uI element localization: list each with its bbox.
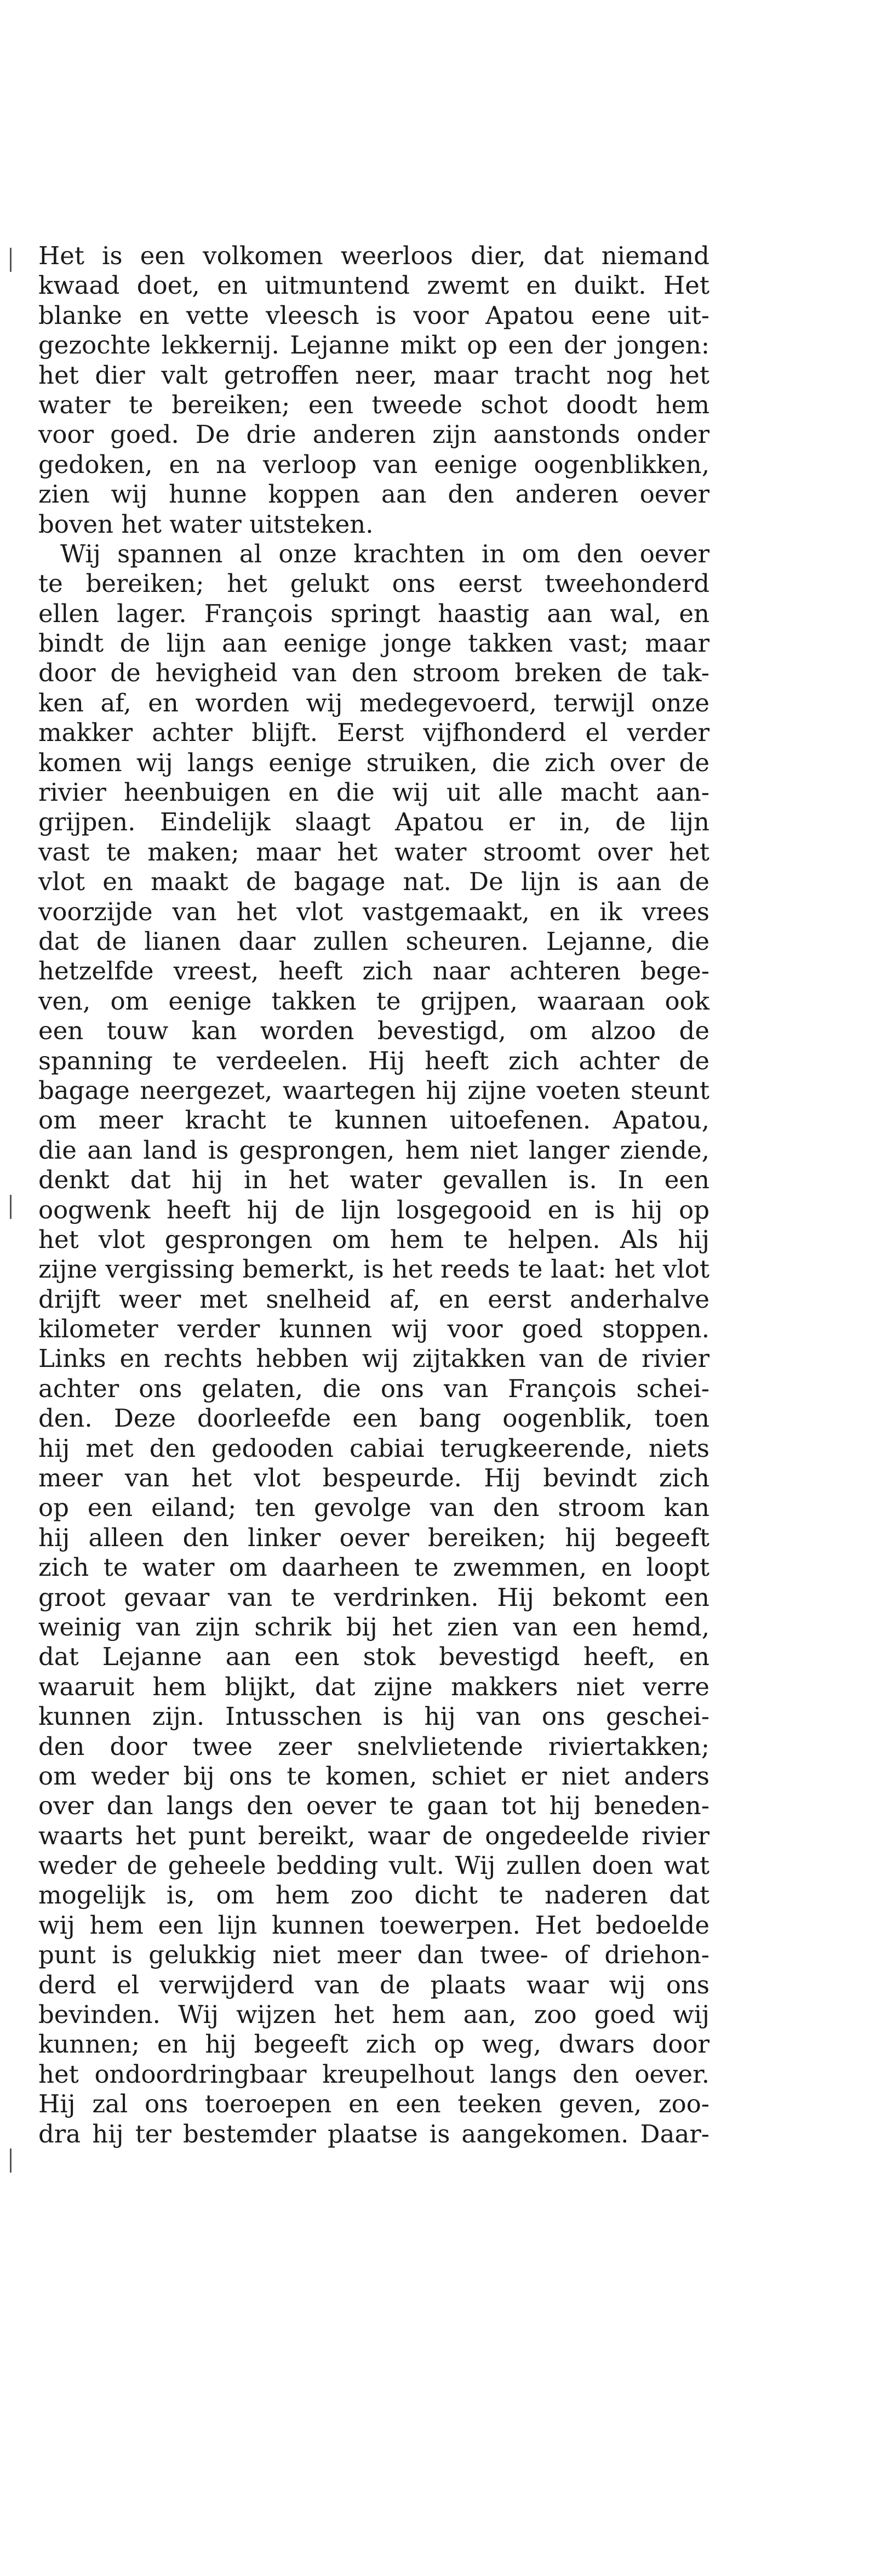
text-line: punt is gelukkig niet meer dan twee- of driehon- (38, 1940, 709, 1970)
text-line: dat de lianen daar zullen scheuren. Lejanne, die (38, 926, 709, 956)
text-line: het dier valt getroffen neer, maar tracht nog het (38, 360, 709, 390)
text-line: hij alleen den linker oever bereiken; hij begeeft (38, 1523, 709, 1552)
text-line: Wij spannen al onze krachten in om den oever (60, 539, 709, 568)
text-line: blanke en vette vleesch is voor Apatou eene uit- (38, 300, 709, 330)
text-line: het vlot gesprongen om hem te helpen. Als hij (38, 1224, 709, 1254)
text-line: Links en rechts hebben wij zijtakken van de rivier (38, 1344, 709, 1374)
text-line: achter ons gelaten, die ons van François schei- (38, 1374, 709, 1403)
text-line: oogwenk heeft hij de lijn losgegooid en is hij op (38, 1195, 709, 1224)
text-line: boven het water uitsteken. (38, 509, 374, 539)
text-line: rivier heenbuigen en die wij uit alle macht aan- (38, 778, 709, 807)
text-line: die aan land is gesprongen, hem niet langer ziende, (38, 1135, 709, 1165)
margin-mark (10, 1195, 12, 1219)
text-line: over dan langs den oever te gaan tot hij beneden- (38, 1791, 709, 1821)
text-line: kilometer verder kunnen wij voor goed stoppen. (38, 1314, 709, 1344)
paragraph (38, 241, 709, 539)
text-line: weinig van zijn schrik bij het zien van een hemd, (38, 1612, 709, 1642)
text-line: door de hevigheid van den stroom breken de tak- (38, 658, 709, 688)
text-line: groot gevaar van te verdrinken. Hij bekomt een (38, 1582, 709, 1612)
text-line: komen wij langs eenige struiken, die zich over de (38, 748, 709, 777)
body-text (38, 241, 709, 2149)
text-line: Hij zal ons toeroepen en een teeken geven, zoo- (38, 2089, 709, 2119)
text-line: waarts het punt bereikt, waar de ongedeelde rivier (38, 1821, 709, 1850)
text-line: dat Lejanne aan een stok bevestigd heeft, en (38, 1642, 709, 1672)
text-line: hetzelfde vreest, heeft zich naar achteren bege- (38, 956, 709, 986)
text-line: kunnen; en hij begeeft zich op weg, dwars door (38, 2030, 709, 2059)
text-line: grijpen. Eindelijk slaagt Apatou er in, de lijn (38, 807, 709, 837)
text-line: den door twee zeer snelvlietende riviertakken; (38, 1731, 709, 1761)
text-line: waaruit hem blijkt, dat zijne makkers niet verre (38, 1672, 709, 1701)
text-line: het ondoordringbaar kreupelhout langs den oever. (38, 2059, 709, 2089)
text-line: Het is een volkomen weerloos dier, dat niemand (38, 241, 709, 270)
text-line: weder de geheele bedding vult. Wij zullen doen wat (38, 1851, 709, 1880)
text-line: kwaad doet, en uitmuntend zwemt en duikt. Het (38, 271, 709, 300)
text-line: ken af, en worden wij medegevoerd, terwijl onze (38, 688, 709, 717)
text-line: hij met den gedooden cabiai terugkeerende, niets (38, 1433, 709, 1463)
text-line: wij hem een lijn kunnen toewerpen. Het bedoelde (38, 1910, 709, 1940)
text-line: dra hij ter bestemder plaatse is aangekomen. Daar- (38, 2119, 709, 2148)
paragraph (38, 539, 709, 2149)
text-line: gedoken, en na verloop van eenige oogenblikken, (38, 449, 709, 479)
text-line: kunnen zijn. Intusschen is hij van ons gescheі- (38, 1702, 709, 1731)
text-line: den. Deze doorleefde een bang oogenblik, toen (38, 1404, 709, 1433)
text-line: gezochte lekkernij. Lejanne mikt op een der jongen: (38, 330, 709, 360)
text-line: denkt dat hij in het water gevallen is. In een (38, 1165, 709, 1195)
text-line: vlot en maakt de bagage nat. De lijn is aan de (38, 867, 709, 897)
text-line: voor goed. De drie anderen zijn aanstonds onder (38, 420, 709, 449)
text-line: ellen lager. François springt haastig aan wal, en (38, 599, 709, 628)
text-line: zijne vergissing bemerkt, is het reeds te laat: het vlot (38, 1255, 709, 1284)
text-line: voorzijde van het vlot vastgemaakt, en ik vrees (38, 897, 709, 926)
text-line: spanning te verdeelen. Hij heeft zich achter de (38, 1046, 709, 1075)
text-line: derd el verwijderd van de plaats waar wij ons (38, 1970, 709, 1999)
text-line: een touw kan worden bevestigd, om alzoo de (38, 1016, 709, 1046)
text-line: zich te water om daarheen te zwemmen, en loopt (38, 1553, 709, 1582)
text-line: ven, om eenige takken te grijpen, waaraan ook (38, 986, 709, 1016)
text-line: vast te maken; maar het water stroomt over het (38, 837, 709, 867)
margin-mark (10, 2148, 12, 2173)
paragraph-container (38, 241, 709, 2149)
text-line: makker achter blijft. Eerst vijfhonderd el verder (38, 718, 709, 748)
text-line: bindt de lijn aan eenige jonge takken vast; maar (38, 629, 709, 658)
text-line: om meer kracht te kunnen uitoefenen. Apatou, (38, 1105, 709, 1135)
text-line: water te bereiken; een tweede schot doodt hem (38, 390, 709, 419)
text-line: drijft weer met snelheid af, en eerst anderhalve (38, 1284, 709, 1314)
text-line: om weder bij ons te komen, schiet er niet anders (38, 1761, 709, 1791)
text-line: mogelijk is, om hem zoo dicht te naderen dat (38, 1880, 709, 1910)
text-line: op een eiland; ten gevolge van den stroom kan (38, 1493, 709, 1523)
text-line: te bereiken; het gelukt ons eerst tweehonderd (38, 569, 709, 599)
margin-mark (10, 248, 12, 272)
text-line: bagage neergezet, waartegen hij zijne voeten steunt (38, 1075, 709, 1105)
text-line: zien wij hunne koppen aan den anderen oever (38, 480, 709, 509)
text-line: bevinden. Wij wijzen het hem aan, zoo goed wij (38, 2000, 709, 2030)
text-line: meer van het vlot bespeurde. Hij bevindt zich (38, 1463, 709, 1493)
